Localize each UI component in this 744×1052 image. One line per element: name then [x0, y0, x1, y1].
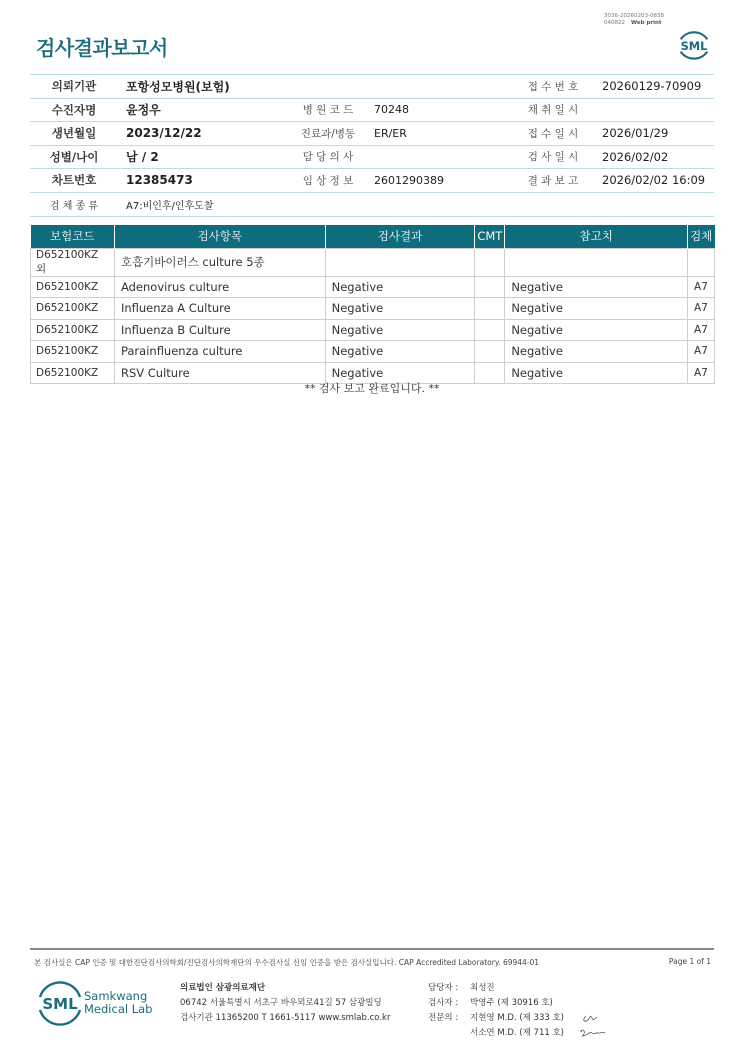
col-header-code: 보험코드	[31, 225, 115, 248]
staff-row	[428, 1026, 564, 1041]
info-row	[30, 169, 714, 193]
info-label	[288, 75, 368, 99]
organization-info	[180, 981, 390, 1026]
info-value: 2023/12/22	[118, 122, 288, 146]
patient-info-table	[30, 74, 714, 217]
cell-item: Influenza A Culture	[114, 298, 325, 320]
table-row	[31, 341, 715, 363]
info-value	[368, 75, 510, 99]
cell-reference: Negative	[505, 276, 688, 298]
staff-row	[428, 996, 564, 1011]
staff-value: 서소연 M.D. (제 711 호)	[470, 1028, 565, 1038]
brand-line2: Medical Lab	[84, 1002, 153, 1016]
cell-code: D652100KZ	[31, 341, 115, 363]
results-table	[30, 225, 715, 384]
cell-cmt	[475, 298, 505, 320]
cell-reference: Negative	[505, 341, 688, 363]
cell-code: D652100KZ	[31, 362, 115, 384]
staff-value: 박영주 (제 30916 호)	[470, 998, 553, 1008]
staff-value: 지현영 M.D. (제 333 호)	[470, 1013, 565, 1023]
signature-image	[578, 1008, 608, 1040]
web-print-label: Web print	[631, 20, 662, 26]
info-label: 담 당 의 사	[288, 145, 368, 169]
info-label: 의뢰기관	[30, 75, 118, 99]
table-row	[31, 248, 715, 276]
certification-text: 본 검사실은 CAP 인증 및 대한진단검사의학회/진단검사의학재단의 우수검사실 신임 인증을 받은 검사실입니다. CAP Accredited Laboratory. 69944-01	[34, 958, 540, 967]
print-code	[604, 13, 664, 27]
cell-item: RSV Culture	[114, 362, 325, 384]
cell-result	[325, 248, 475, 276]
results-header-row	[31, 225, 715, 248]
col-header-cmt: CMT	[475, 225, 505, 248]
info-label: 생년월일	[30, 122, 118, 146]
brand-name	[84, 990, 152, 1016]
cell-cmt	[475, 276, 505, 298]
staff-value: 최성진	[470, 983, 495, 993]
cell-result: Negative	[325, 362, 475, 384]
info-label: 임 상 정 보	[288, 169, 368, 193]
info-value: 윤정우	[118, 98, 288, 122]
cell-item: Influenza B Culture	[114, 319, 325, 341]
org-contact: 검사기관 11365200 T 1661-5117 www.smlab.co.kr	[180, 1013, 391, 1023]
cell-specimen: A7	[687, 341, 714, 363]
footer-divider	[30, 948, 714, 950]
org-name: 의료법인 삼광의료재단	[180, 983, 266, 993]
staff-info	[428, 981, 564, 1041]
sml-logo-text: SML	[680, 38, 708, 53]
info-value: 70248	[368, 98, 510, 122]
cell-cmt	[475, 341, 505, 363]
info-row	[30, 122, 714, 146]
info-value: ER/ER	[368, 122, 510, 146]
info-row	[30, 75, 714, 99]
info-row	[30, 98, 714, 122]
report-complete-note: ** 검사 보고 완료입니다. **	[304, 382, 440, 395]
cell-item: Parainfluenza culture	[114, 341, 325, 363]
staff-label: 검사자 :	[428, 998, 459, 1008]
cell-code: D652100KZ	[31, 276, 115, 298]
info-label: 검 사 일 시	[510, 145, 596, 169]
col-header-specimen: 검체	[687, 225, 714, 248]
info-label: 채 취 일 시	[510, 98, 596, 122]
org-address: 06742 서울특별시 서초구 바우뫼로41길 57 삼광빌딩	[180, 998, 382, 1008]
cell-cmt	[475, 319, 505, 341]
page-title: 검사결과보고서	[36, 36, 168, 60]
info-value: 2026/02/02	[596, 145, 714, 169]
info-value: 2026/02/02 16:09	[596, 169, 714, 193]
col-header-reference: 참고치	[505, 225, 688, 248]
info-value: 12385473	[118, 169, 288, 193]
table-row	[31, 319, 715, 341]
cell-specimen: A7	[687, 298, 714, 320]
cell-reference: Negative	[505, 362, 688, 384]
info-row	[30, 145, 714, 169]
col-header-item: 검사항목	[114, 225, 325, 248]
cell-specimen: A7	[687, 319, 714, 341]
info-value	[596, 98, 714, 122]
cell-result: Negative	[325, 298, 475, 320]
staff-row	[428, 1011, 564, 1026]
col-header-result: 검사결과	[325, 225, 475, 248]
cell-reference: Negative	[505, 298, 688, 320]
cell-specimen	[687, 248, 714, 276]
info-value	[368, 145, 510, 169]
info-value: 2601290389	[368, 169, 510, 193]
cell-result: Negative	[325, 276, 475, 298]
page-number: Page 1 of 1	[668, 957, 711, 966]
cell-cmt	[475, 248, 505, 276]
cell-specimen: A7	[687, 276, 714, 298]
table-row	[31, 298, 715, 320]
cell-reference	[505, 248, 688, 276]
print-code-line2: 040822	[604, 20, 625, 26]
cell-specimen: A7	[687, 362, 714, 384]
info-value: 포항성모병원(보험)	[118, 75, 288, 99]
info-label: 접 수 번 호	[510, 75, 596, 99]
staff-row	[428, 981, 564, 996]
cell-item: 호흡기바이러스 culture 5종	[114, 248, 325, 276]
info-label: 진료과/병동	[288, 122, 368, 146]
info-value: 20260129-70909	[596, 75, 714, 99]
info-value: 남 / 2	[118, 145, 288, 169]
specimen-label: 검 체 종 류	[30, 192, 118, 216]
print-code-line1: 3036-20260203-0838	[604, 13, 664, 19]
table-row	[31, 276, 715, 298]
brand-line1: Samkwang	[84, 989, 148, 1003]
staff-label: 담당자 :	[428, 983, 459, 993]
cell-result: Negative	[325, 341, 475, 363]
specimen-row	[30, 192, 714, 216]
sml-logo	[675, 26, 713, 64]
info-label: 결 과 보 고	[510, 169, 596, 193]
info-label: 수진자명	[30, 98, 118, 122]
cell-code: D652100KZ	[31, 298, 115, 320]
info-label: 병 원 코 드	[288, 98, 368, 122]
info-label: 접 수 일 시	[510, 122, 596, 146]
specimen-value: A7:비인후/인후도찰	[118, 192, 714, 216]
cell-reference: Negative	[505, 319, 688, 341]
cell-code: D652100KZ	[31, 319, 115, 341]
cell-code: D652100KZ외	[31, 248, 115, 276]
cell-item: Adenovirus culture	[114, 276, 325, 298]
info-label: 차트번호	[30, 169, 118, 193]
info-value: 2026/01/29	[596, 122, 714, 146]
info-label: 성별/나이	[30, 145, 118, 169]
samkwang-logo-text: SML	[42, 995, 78, 1013]
cell-result: Negative	[325, 319, 475, 341]
staff-label: 전문의 :	[428, 1013, 459, 1023]
